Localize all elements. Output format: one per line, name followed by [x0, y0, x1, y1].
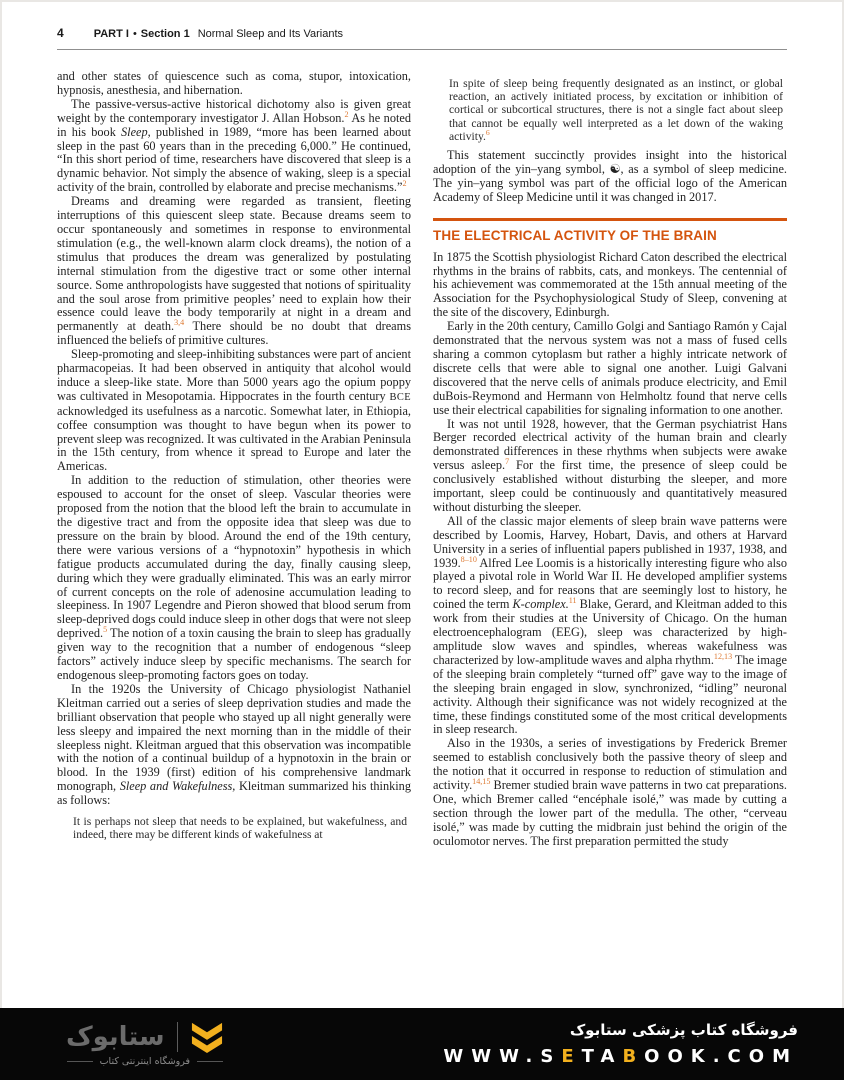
paragraph: In the 1920s the University of Chicago physiologist Nathaniel Kleitman carried out a series of sleep deprivation studies and made the brilliant observation that people who stayed up all night generally were less sleepy and impaired the next morning than in the middle of their sleepless night. Kleitman argued that this observation was incompatible with the notion of a continual buildup of a hypnotoxin in the brain or blood. In the 1939 (first) edition of his comprehensive landmark monograph, Sleep and Wakefulness, Kleitman summarized his thinking as follows:	[57, 681, 411, 808]
text-columns	[57, 70, 787, 1010]
left-column	[57, 70, 411, 1010]
footer-right	[443, 1021, 798, 1067]
paragraph: In addition to the reduction of stimulation, other theories were espoused to account for the onset of sleep. Vascular theories were proposed from the notion that the blood left the brain to accumulate in the digestive tract and from the opposite idea that sleep was due to pressure on the brain by blood. Around the end of the 19th century, there were various versions of a “hypnotoxin” hypothesis in which fatigue products accumulated during the day, finally causing sleep, during which they were gradually eliminated. This was an early mirror of current concepts on the role of adenosine accumulation leading to sleepiness. In 1907 Legendre and Pieron showed that blood serum from sleep-deprived dogs could induce sleep in other dogs that were not sleep deprived.$^5$ The notion of a toxin causing the brain to sleep has gradually given way to the recognition that a number of endogenous “sleep factors” actively induce sleep by specific mechanisms. The search for endogenous sleep-promoting factors goes on today.	[57, 473, 411, 682]
paragraph: It was not until 1928, however, that the German psychiatrist Hans Berger recorded electrical activity of the human brain and clearly demonstrated differences in these rhythms when subjects were awake versus asleep.$^7$ For the first time, the presence of sleep could be conclusively established without disturbing the sleeper, and more important, sleep could be continuously and quantitatively measured without disturbing the sleeper.	[433, 416, 787, 514]
right-column	[433, 70, 787, 1010]
section-title: Normal Sleep and Its Variants	[197, 28, 344, 40]
setabook-logo	[66, 1021, 224, 1067]
logo-row	[66, 1021, 224, 1053]
paragraph: All of the classic major elements of sleep brain wave patterns were described by Loomis, Harvey, Hobart, Davis, and others at Harvard University in a series of influential papers published in 1937, 1938, and 1939.$^{8-10}$ Alfred Lee Loomis is a historically interesting figure who also played a pivotal role in World War II. He developed amplifier systems to record sleep, and for reasons that are seemingly lost to history, he coined the term K-complex.$^{11}$ Blake, Gerard, and Kleitman added to this work from their studies at the University of Chicago. On the human electroencephalogram (EEG), sleep was characterized by high-amplitude slow waves and spindles, whereas wakefulness was characterized by low-amplitude waves and alpha rhythm.$^{12,13}$ The image of the sleeping brain completely “turned off” gave way to the image of the sleeping brain engaged in slow, synchronized, “idling” neuronal activity. Although their significance was not widely recognized at the time, these findings constituted some of the most critical developments in sleep research.	[433, 513, 787, 737]
paragraph: Also in the 1930s, a series of investigations by Frederick Bremer seemed to establish conclusively both the passive theory of sleep and the notion that it occurred in response to reduction of stimulation and activity.$^{14,15}$ Bremer studied brain wave patterns in two cat preparations. One, which Bremer called “encéphale isolé,” was made by cutting a section through the lower part of the medulla. The other, “cerveau isolé,” was made by cutting the midbrain just behind the origin of the oculomotor nerves. The first preparation permitted the study	[433, 736, 787, 848]
paragraph: Early in the 20th century, Camillo Golgi and Santiago Ramón y Cajal demonstrated that the nervous system was not a mass of fused cells sharing a common cytoplasm but rather a highly intricate network of discrete cells that were able to signal one another. Luigi Galvani discovered that the nerve cells of animals produce electricity, and Emil duBois-Reymond and Hermann von Helmholtz found that nerve cells use their electrical capabilities for signaling information to one another.	[433, 319, 787, 417]
running-head	[57, 26, 787, 50]
paragraph: The passive-versus-active historical dichotomy also is given great weight by the contemporary investigator J. Allan Hobson.$^2$ As he noted in his book Sleep, published in 1989, “more has been learned about sleep in the past 60 years than in the preceding 6,000.” He continued, “In this short period of time, researchers have discovered that sleep is a dynamic behavior. Not simply the absence of waking, sleep is a special activity of the brain, controlled by elaborate and precise mechanisms.”$^2$	[57, 96, 411, 195]
logo-subtitle: فروشگاه اینترنتی کتاب	[67, 1056, 223, 1067]
part-label: PART I	[93, 28, 129, 40]
section-heading: THE ELECTRICAL ACTIVITY OF THE BRAIN	[433, 218, 787, 243]
paragraph: and other states of quiescence such as coma, stupor, intoxication, hypnosis, anesthesia, and hibernation.	[57, 70, 411, 97]
paragraph: Sleep-promoting and sleep-inhibiting substances were part of ancient pharmacopeias. It had been observed in antiquity that alcohol would induce a sleep-like state. More than 5000 years ago the opium poppy was cultivated in Mesopotamia. Hippocrates in the fourth century BCE acknowledged its usefulness as a narcotic. Somewhat later, in Ethiopia, coffee consumption was thought to have begun when its power to prevent sleep was recognized. It was cultivated in the Arabian Peninsula in the 15th century, from whence it spread to Europe and later the Americas.	[57, 347, 411, 474]
footer-url: WWW.SETABOOK.COM	[443, 1046, 798, 1067]
bullet-separator: •	[132, 28, 137, 40]
footer-banner	[0, 1008, 844, 1080]
paragraph: Dreams and dreaming were regarded as transient, fleeting interruptions of this quiescent sleep state. Because dreams seem to occur spontaneously and sometimes in response to environmental stimulation (e.g., the well-known alarm clock dreams), the notion of a stimulus that produces the dream was generalized by postulating internal stimulation from the digestive tract or some other internal source. Some anthropologists have suggested that notions of spirituality and the soul arose from primitive peoples’ need to explain how their essence could leave the body temporarily at night in a dream and permanently at death.$^{3,4}$ There should be no doubt that dreams influenced the beliefs of primitive cultures.	[57, 194, 411, 348]
chevron-logo-icon	[190, 1021, 224, 1053]
block-quote: It is perhaps not sleep that needs to be explained, but wakefulness, and indeed, there may be different kinds of wakefulness at	[73, 815, 407, 842]
logo-wordmark: ستابوک	[66, 1022, 165, 1052]
paragraph: In 1875 the Scottish physiologist Richard Caton described the electrical rhythms in the brains of rabbits, cats, and monkeys. The centennial of his achievement was commemorated at the 15th annual meeting of the Association for the Psychophysiological Study of Sleep, convening at the site of the discovery, Edinburgh.	[433, 249, 787, 320]
logo-divider	[177, 1022, 178, 1052]
paragraph: This statement succinctly provides insight into the historical adoption of the yin–yang symbol, ☯, as a symbol of sleep medicine. The yin–yang symbol was part of the official logo of the American Academy of Sleep Medicine until it was changed in 2017.	[433, 148, 787, 204]
page-number: 4	[57, 26, 64, 40]
block-quote: In spite of sleep being frequently designated as an instinct, or global reaction, an actively initiated process, by excitation or inhibition of cortical or subcortical structures, there is not a single fact about sleep that cannot be equally well interpreted as a let down of the waking activity.$^6$	[449, 77, 783, 143]
footer-tagline: فروشگاه کتاب پزشکی ستابوک	[569, 1021, 798, 1039]
section-label: Section 1	[140, 28, 190, 40]
